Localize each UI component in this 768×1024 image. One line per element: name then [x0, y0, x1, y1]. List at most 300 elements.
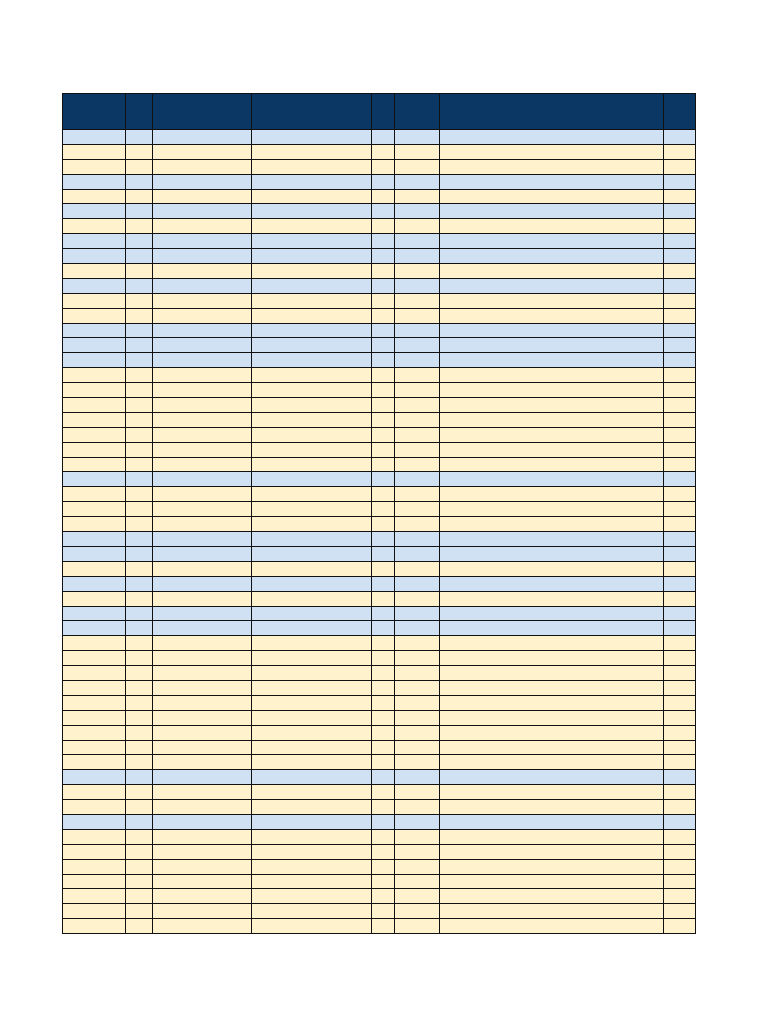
table-cell[interactable]	[126, 323, 153, 338]
table-cell[interactable]	[664, 398, 696, 413]
column-header[interactable]	[126, 94, 153, 130]
table-cell[interactable]	[126, 874, 153, 889]
table-cell[interactable]	[372, 740, 395, 755]
table-cell[interactable]	[63, 546, 126, 561]
table-cell[interactable]	[664, 130, 696, 145]
table-cell[interactable]	[153, 398, 252, 413]
table-cell[interactable]	[372, 710, 395, 725]
table-cell[interactable]	[664, 651, 696, 666]
table-cell[interactable]	[372, 755, 395, 770]
table-cell[interactable]	[252, 725, 372, 740]
table-cell[interactable]	[664, 144, 696, 159]
table-cell[interactable]	[440, 130, 664, 145]
table-cell[interactable]	[440, 770, 664, 785]
table-cell[interactable]	[153, 874, 252, 889]
table-cell[interactable]	[63, 457, 126, 472]
table-cell[interactable]	[252, 234, 372, 249]
table-cell[interactable]	[252, 368, 372, 383]
table-cell[interactable]	[372, 249, 395, 264]
table-cell[interactable]	[372, 517, 395, 532]
table-cell[interactable]	[395, 398, 440, 413]
table-cell[interactable]	[252, 472, 372, 487]
table-cell[interactable]	[63, 204, 126, 219]
table-cell[interactable]	[395, 293, 440, 308]
table-cell[interactable]	[664, 442, 696, 457]
table-cell[interactable]	[395, 457, 440, 472]
table-cell[interactable]	[153, 130, 252, 145]
table-cell[interactable]	[63, 680, 126, 695]
table-cell[interactable]	[153, 755, 252, 770]
table-cell[interactable]	[252, 844, 372, 859]
table-cell[interactable]	[63, 636, 126, 651]
table-cell[interactable]	[664, 561, 696, 576]
table-cell[interactable]	[63, 576, 126, 591]
table-cell[interactable]	[440, 695, 664, 710]
table-cell[interactable]	[440, 889, 664, 904]
table-cell[interactable]	[126, 517, 153, 532]
table-cell[interactable]	[372, 353, 395, 368]
table-cell[interactable]	[153, 487, 252, 502]
table-cell[interactable]	[372, 502, 395, 517]
table-cell[interactable]	[440, 293, 664, 308]
table-cell[interactable]	[395, 517, 440, 532]
table-cell[interactable]	[395, 814, 440, 829]
table-cell[interactable]	[372, 368, 395, 383]
table-cell[interactable]	[372, 338, 395, 353]
table-cell[interactable]	[664, 517, 696, 532]
table-cell[interactable]	[372, 412, 395, 427]
table-cell[interactable]	[126, 487, 153, 502]
table-cell[interactable]	[395, 710, 440, 725]
table-cell[interactable]	[395, 680, 440, 695]
table-cell[interactable]	[395, 904, 440, 919]
table-cell[interactable]	[372, 725, 395, 740]
table-cell[interactable]	[395, 159, 440, 174]
table-cell[interactable]	[252, 561, 372, 576]
table-cell[interactable]	[252, 174, 372, 189]
table-cell[interactable]	[395, 383, 440, 398]
table-cell[interactable]	[63, 859, 126, 874]
table-cell[interactable]	[126, 904, 153, 919]
table-cell[interactable]	[153, 919, 252, 934]
table-cell[interactable]	[372, 636, 395, 651]
table-cell[interactable]	[252, 576, 372, 591]
table-cell[interactable]	[664, 353, 696, 368]
table-cell[interactable]	[664, 621, 696, 636]
table-cell[interactable]	[664, 755, 696, 770]
table-cell[interactable]	[153, 368, 252, 383]
table-cell[interactable]	[126, 159, 153, 174]
table-cell[interactable]	[153, 591, 252, 606]
table-cell[interactable]	[395, 532, 440, 547]
table-cell[interactable]	[252, 189, 372, 204]
table-cell[interactable]	[440, 666, 664, 681]
table-cell[interactable]	[440, 308, 664, 323]
table-cell[interactable]	[664, 740, 696, 755]
table-cell[interactable]	[63, 472, 126, 487]
table-cell[interactable]	[372, 472, 395, 487]
table-cell[interactable]	[126, 814, 153, 829]
table-cell[interactable]	[252, 219, 372, 234]
table-cell[interactable]	[126, 606, 153, 621]
table-cell[interactable]	[372, 234, 395, 249]
table-cell[interactable]	[440, 576, 664, 591]
table-cell[interactable]	[63, 412, 126, 427]
table-cell[interactable]	[664, 159, 696, 174]
table-cell[interactable]	[664, 591, 696, 606]
table-cell[interactable]	[395, 666, 440, 681]
table-cell[interactable]	[252, 130, 372, 145]
table-cell[interactable]	[153, 561, 252, 576]
table-cell[interactable]	[126, 204, 153, 219]
table-cell[interactable]	[372, 666, 395, 681]
table-cell[interactable]	[252, 442, 372, 457]
table-cell[interactable]	[440, 919, 664, 934]
table-cell[interactable]	[395, 770, 440, 785]
table-cell[interactable]	[440, 755, 664, 770]
table-cell[interactable]	[440, 591, 664, 606]
column-header[interactable]	[372, 94, 395, 130]
table-cell[interactable]	[440, 412, 664, 427]
table-cell[interactable]	[252, 814, 372, 829]
table-cell[interactable]	[63, 427, 126, 442]
table-cell[interactable]	[440, 532, 664, 547]
table-cell[interactable]	[440, 874, 664, 889]
table-cell[interactable]	[372, 144, 395, 159]
table-cell[interactable]	[153, 353, 252, 368]
table-cell[interactable]	[153, 800, 252, 815]
table-cell[interactable]	[63, 159, 126, 174]
table-cell[interactable]	[372, 695, 395, 710]
table-cell[interactable]	[126, 576, 153, 591]
table-cell[interactable]	[664, 338, 696, 353]
table-cell[interactable]	[372, 859, 395, 874]
table-cell[interactable]	[153, 219, 252, 234]
table-cell[interactable]	[440, 368, 664, 383]
table-cell[interactable]	[440, 651, 664, 666]
table-cell[interactable]	[252, 159, 372, 174]
table-cell[interactable]	[664, 293, 696, 308]
table-cell[interactable]	[63, 829, 126, 844]
table-cell[interactable]	[126, 427, 153, 442]
table-cell[interactable]	[252, 457, 372, 472]
table-cell[interactable]	[126, 919, 153, 934]
table-cell[interactable]	[440, 502, 664, 517]
table-cell[interactable]	[63, 174, 126, 189]
table-cell[interactable]	[664, 278, 696, 293]
table-cell[interactable]	[440, 144, 664, 159]
table-cell[interactable]	[440, 606, 664, 621]
table-cell[interactable]	[664, 323, 696, 338]
table-cell[interactable]	[252, 412, 372, 427]
table-cell[interactable]	[664, 532, 696, 547]
table-cell[interactable]	[252, 323, 372, 338]
table-cell[interactable]	[252, 606, 372, 621]
table-cell[interactable]	[153, 636, 252, 651]
table-cell[interactable]	[252, 264, 372, 279]
table-cell[interactable]	[126, 442, 153, 457]
table-cell[interactable]	[153, 904, 252, 919]
table-cell[interactable]	[126, 785, 153, 800]
table-cell[interactable]	[63, 323, 126, 338]
table-cell[interactable]	[252, 800, 372, 815]
table-cell[interactable]	[63, 189, 126, 204]
table-cell[interactable]	[126, 293, 153, 308]
table-cell[interactable]	[395, 785, 440, 800]
table-cell[interactable]	[63, 264, 126, 279]
table-cell[interactable]	[395, 829, 440, 844]
table-cell[interactable]	[153, 859, 252, 874]
table-cell[interactable]	[126, 412, 153, 427]
table-cell[interactable]	[153, 889, 252, 904]
table-cell[interactable]	[153, 502, 252, 517]
table-cell[interactable]	[63, 353, 126, 368]
table-cell[interactable]	[372, 829, 395, 844]
table-cell[interactable]	[664, 502, 696, 517]
table-cell[interactable]	[126, 398, 153, 413]
table-cell[interactable]	[252, 278, 372, 293]
table-cell[interactable]	[63, 814, 126, 829]
table-cell[interactable]	[664, 457, 696, 472]
table-cell[interactable]	[252, 859, 372, 874]
table-cell[interactable]	[252, 680, 372, 695]
table-cell[interactable]	[395, 844, 440, 859]
table-cell[interactable]	[372, 457, 395, 472]
table-cell[interactable]	[395, 219, 440, 234]
table-cell[interactable]	[440, 725, 664, 740]
table-cell[interactable]	[153, 785, 252, 800]
table-cell[interactable]	[252, 204, 372, 219]
table-cell[interactable]	[126, 368, 153, 383]
table-cell[interactable]	[252, 487, 372, 502]
column-header[interactable]	[395, 94, 440, 130]
table-cell[interactable]	[395, 338, 440, 353]
table-cell[interactable]	[372, 800, 395, 815]
table-cell[interactable]	[252, 919, 372, 934]
table-cell[interactable]	[126, 710, 153, 725]
table-cell[interactable]	[126, 546, 153, 561]
table-cell[interactable]	[153, 189, 252, 204]
table-cell[interactable]	[153, 740, 252, 755]
table-cell[interactable]	[153, 383, 252, 398]
table-cell[interactable]	[153, 814, 252, 829]
table-cell[interactable]	[153, 174, 252, 189]
table-cell[interactable]	[63, 368, 126, 383]
table-cell[interactable]	[252, 829, 372, 844]
table-cell[interactable]	[126, 130, 153, 145]
table-cell[interactable]	[395, 487, 440, 502]
table-cell[interactable]	[126, 457, 153, 472]
table-cell[interactable]	[372, 278, 395, 293]
table-cell[interactable]	[252, 338, 372, 353]
table-cell[interactable]	[153, 427, 252, 442]
table-cell[interactable]	[126, 770, 153, 785]
table-cell[interactable]	[395, 174, 440, 189]
table-cell[interactable]	[153, 338, 252, 353]
table-cell[interactable]	[395, 144, 440, 159]
table-cell[interactable]	[664, 234, 696, 249]
table-cell[interactable]	[395, 442, 440, 457]
table-cell[interactable]	[252, 904, 372, 919]
table-cell[interactable]	[440, 323, 664, 338]
table-cell[interactable]	[440, 159, 664, 174]
table-cell[interactable]	[63, 502, 126, 517]
table-cell[interactable]	[252, 308, 372, 323]
table-cell[interactable]	[440, 174, 664, 189]
table-cell[interactable]	[372, 621, 395, 636]
table-cell[interactable]	[252, 249, 372, 264]
table-cell[interactable]	[440, 829, 664, 844]
table-cell[interactable]	[395, 800, 440, 815]
table-cell[interactable]	[395, 576, 440, 591]
table-cell[interactable]	[126, 472, 153, 487]
table-cell[interactable]	[372, 204, 395, 219]
table-cell[interactable]	[395, 919, 440, 934]
table-cell[interactable]	[395, 755, 440, 770]
table-cell[interactable]	[126, 308, 153, 323]
table-cell[interactable]	[372, 889, 395, 904]
table-cell[interactable]	[440, 517, 664, 532]
table-cell[interactable]	[372, 561, 395, 576]
table-cell[interactable]	[372, 398, 395, 413]
table-cell[interactable]	[252, 591, 372, 606]
table-cell[interactable]	[664, 889, 696, 904]
table-cell[interactable]	[664, 829, 696, 844]
table-cell[interactable]	[126, 278, 153, 293]
table-cell[interactable]	[63, 383, 126, 398]
table-cell[interactable]	[252, 383, 372, 398]
table-cell[interactable]	[440, 561, 664, 576]
table-cell[interactable]	[440, 904, 664, 919]
table-cell[interactable]	[440, 844, 664, 859]
table-cell[interactable]	[440, 204, 664, 219]
table-cell[interactable]	[252, 770, 372, 785]
table-cell[interactable]	[252, 636, 372, 651]
table-cell[interactable]	[252, 695, 372, 710]
table-cell[interactable]	[395, 308, 440, 323]
table-cell[interactable]	[664, 874, 696, 889]
table-cell[interactable]	[63, 532, 126, 547]
table-cell[interactable]	[372, 532, 395, 547]
table-cell[interactable]	[372, 591, 395, 606]
table-cell[interactable]	[153, 323, 252, 338]
table-cell[interactable]	[664, 904, 696, 919]
table-cell[interactable]	[126, 680, 153, 695]
table-cell[interactable]	[63, 800, 126, 815]
table-cell[interactable]	[664, 814, 696, 829]
table-cell[interactable]	[395, 621, 440, 636]
table-cell[interactable]	[395, 204, 440, 219]
table-cell[interactable]	[664, 725, 696, 740]
table-cell[interactable]	[153, 412, 252, 427]
table-cell[interactable]	[664, 710, 696, 725]
table-cell[interactable]	[63, 755, 126, 770]
table-cell[interactable]	[63, 770, 126, 785]
table-cell[interactable]	[395, 502, 440, 517]
table-cell[interactable]	[395, 859, 440, 874]
table-cell[interactable]	[153, 576, 252, 591]
table-cell[interactable]	[664, 859, 696, 874]
table-cell[interactable]	[664, 412, 696, 427]
table-cell[interactable]	[440, 472, 664, 487]
table-cell[interactable]	[252, 874, 372, 889]
table-cell[interactable]	[153, 606, 252, 621]
table-cell[interactable]	[395, 874, 440, 889]
table-cell[interactable]	[440, 338, 664, 353]
table-cell[interactable]	[126, 353, 153, 368]
table-cell[interactable]	[440, 800, 664, 815]
table-cell[interactable]	[395, 412, 440, 427]
table-cell[interactable]	[252, 532, 372, 547]
table-cell[interactable]	[664, 189, 696, 204]
table-cell[interactable]	[395, 695, 440, 710]
table-cell[interactable]	[153, 680, 252, 695]
table-cell[interactable]	[153, 710, 252, 725]
table-cell[interactable]	[395, 249, 440, 264]
table-cell[interactable]	[126, 695, 153, 710]
table-cell[interactable]	[63, 130, 126, 145]
table-cell[interactable]	[126, 561, 153, 576]
table-cell[interactable]	[63, 785, 126, 800]
table-cell[interactable]	[126, 591, 153, 606]
table-cell[interactable]	[440, 680, 664, 695]
table-cell[interactable]	[395, 234, 440, 249]
table-cell[interactable]	[395, 606, 440, 621]
table-cell[interactable]	[372, 442, 395, 457]
table-cell[interactable]	[395, 368, 440, 383]
table-cell[interactable]	[440, 621, 664, 636]
table-cell[interactable]	[126, 174, 153, 189]
table-cell[interactable]	[372, 308, 395, 323]
table-cell[interactable]	[395, 561, 440, 576]
table-cell[interactable]	[126, 889, 153, 904]
table-cell[interactable]	[126, 666, 153, 681]
table-cell[interactable]	[664, 844, 696, 859]
table-cell[interactable]	[153, 442, 252, 457]
table-cell[interactable]	[63, 517, 126, 532]
table-cell[interactable]	[126, 844, 153, 859]
table-cell[interactable]	[63, 219, 126, 234]
table-cell[interactable]	[126, 264, 153, 279]
table-cell[interactable]	[126, 725, 153, 740]
table-cell[interactable]	[395, 278, 440, 293]
table-cell[interactable]	[664, 919, 696, 934]
table-cell[interactable]	[440, 546, 664, 561]
table-cell[interactable]	[153, 621, 252, 636]
table-cell[interactable]	[63, 666, 126, 681]
table-cell[interactable]	[664, 785, 696, 800]
table-cell[interactable]	[126, 829, 153, 844]
table-cell[interactable]	[153, 278, 252, 293]
table-cell[interactable]	[153, 308, 252, 323]
table-cell[interactable]	[440, 219, 664, 234]
table-cell[interactable]	[440, 264, 664, 279]
table-cell[interactable]	[372, 576, 395, 591]
table-cell[interactable]	[372, 606, 395, 621]
table-cell[interactable]	[440, 383, 664, 398]
table-cell[interactable]	[63, 874, 126, 889]
table-cell[interactable]	[153, 517, 252, 532]
table-cell[interactable]	[126, 859, 153, 874]
table-cell[interactable]	[153, 546, 252, 561]
table-cell[interactable]	[440, 249, 664, 264]
table-cell[interactable]	[372, 264, 395, 279]
table-cell[interactable]	[664, 695, 696, 710]
table-cell[interactable]	[664, 368, 696, 383]
table-cell[interactable]	[372, 770, 395, 785]
table-cell[interactable]	[372, 323, 395, 338]
table-cell[interactable]	[664, 383, 696, 398]
